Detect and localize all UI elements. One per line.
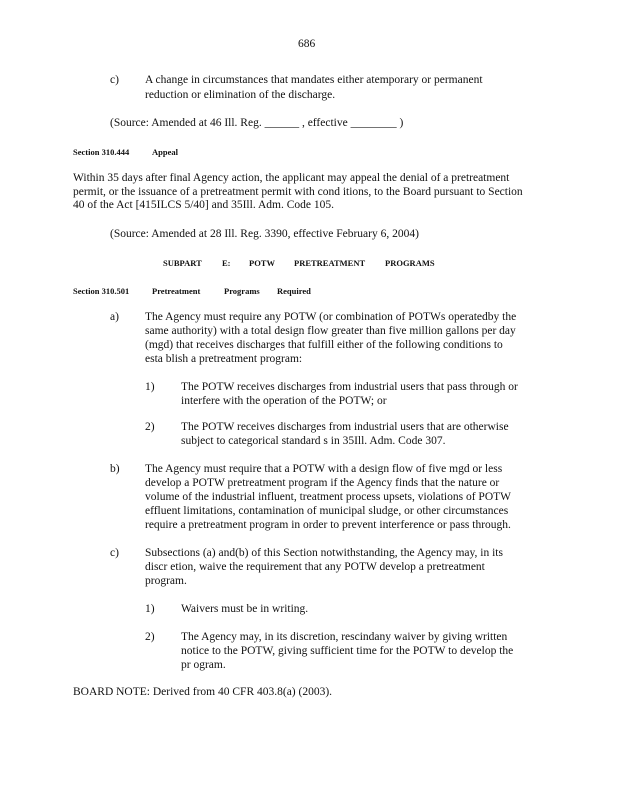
source-note-2: (Source: Amended at 28 Ill. Reg. 3390, effective February 6, 2004) bbox=[110, 228, 419, 240]
section-501-title-3: Required bbox=[277, 286, 311, 296]
item-a-2-label: 2) bbox=[145, 421, 155, 433]
section-501-number: Section 310.501 bbox=[73, 286, 130, 296]
section-444-title: Appeal bbox=[152, 147, 178, 157]
item-b-line1: The Agency must require that a POTW with a design flow of five mgd or less bbox=[145, 463, 503, 475]
item-a-1-line2: interfere with the operation of the POTW; or bbox=[181, 395, 387, 407]
page-number: 686 bbox=[298, 38, 316, 50]
item-c-line2: discr etion, waive the requirement that any POTW develop a pretreatment bbox=[145, 561, 485, 573]
item-a-2-line1: The POTW receives discharges from industrial users that are otherwise bbox=[181, 421, 509, 433]
item-c-label: c) bbox=[110, 547, 119, 559]
item-c-1-label: 1) bbox=[145, 603, 155, 615]
item-b-line4: effluent limitations, contamination of municipal sludge, or other circumstances bbox=[145, 505, 509, 517]
item-c-2-line3: pr ogram. bbox=[181, 659, 226, 671]
item-c-1-line1: Waivers must be in writing. bbox=[181, 603, 309, 615]
board-note: BOARD NOTE: Derived from 40 CFR 403.8(a) (2003). bbox=[73, 686, 333, 698]
item-c-line1: Subsections (a) and(b) of this Section notwithstanding, the Agency may, in its bbox=[145, 547, 503, 559]
subpart-word: SUBPART bbox=[163, 258, 202, 268]
section-444-number: Section 310.444 bbox=[73, 147, 130, 157]
item-c-top-line1: A change in circumstances that mandates either atemporary or permanent bbox=[145, 74, 483, 86]
item-a-2-line2: subject to categorical standard s in 35Ill. Adm. Code 307. bbox=[181, 435, 446, 447]
subpart-potw: POTW bbox=[249, 258, 275, 268]
item-a-line3: (mgd) that receives discharges that fulfill either of the following conditions to bbox=[145, 339, 503, 351]
item-c-top-line2: reduction or elimination of the discharge. bbox=[145, 89, 336, 101]
section-444-line1: Within 35 days after final Agency action, the applicant may appeal the denial of a pretreatment bbox=[73, 172, 510, 184]
item-b-line3: volume of the industrial influent, treatment process upsets, violations of POTW bbox=[145, 491, 512, 503]
item-c-2-label: 2) bbox=[145, 631, 155, 643]
item-c-top-label: c) bbox=[110, 74, 119, 86]
section-444-line3: 40 of the Act [415ILCS 5/40] and 35Ill. Adm. Code 105. bbox=[73, 199, 334, 211]
section-501-title-2: Programs bbox=[224, 286, 260, 296]
item-a-line2: same authority) with a total design flow greater than five million gallons per day bbox=[145, 325, 516, 337]
source-note-1: (Source: Amended at 46 Ill. Reg. ______ , effective ________ ) bbox=[110, 117, 404, 129]
item-c-line3: program. bbox=[145, 575, 187, 587]
item-c-2-line1: The Agency may, in its discretion, rescindany waiver by giving written bbox=[181, 631, 508, 643]
subpart-letter: E: bbox=[222, 258, 231, 268]
item-a-line1: The Agency must require any POTW (or combination of POTWs operatedby the bbox=[145, 311, 517, 323]
subpart-pretreatment: PRETREATMENT bbox=[294, 258, 366, 268]
item-b-line5: require a pretreatment program in order to prevent interference or pass through. bbox=[145, 519, 511, 531]
section-501-title-1: Pretreatment bbox=[152, 286, 201, 296]
item-a-1-line1: The POTW receives discharges from industrial users that pass through or bbox=[181, 381, 518, 393]
subpart-programs: PROGRAMS bbox=[385, 258, 435, 268]
item-b-line2: develop a POTW pretreatment program if the Agency finds that the nature or bbox=[145, 477, 500, 489]
item-a-1-label: 1) bbox=[145, 381, 155, 393]
item-a-line4: esta blish a pretreatment program: bbox=[145, 353, 303, 365]
item-c-2-line2: notice to the POTW, giving sufficient time for the POTW to develop the bbox=[181, 645, 514, 657]
section-444-line2: permit, or the issuance of a pretreatment permit with cond itions, to the Board pursuant to Section bbox=[73, 186, 523, 198]
item-a-label: a) bbox=[110, 311, 119, 323]
item-b-label: b) bbox=[110, 463, 120, 475]
